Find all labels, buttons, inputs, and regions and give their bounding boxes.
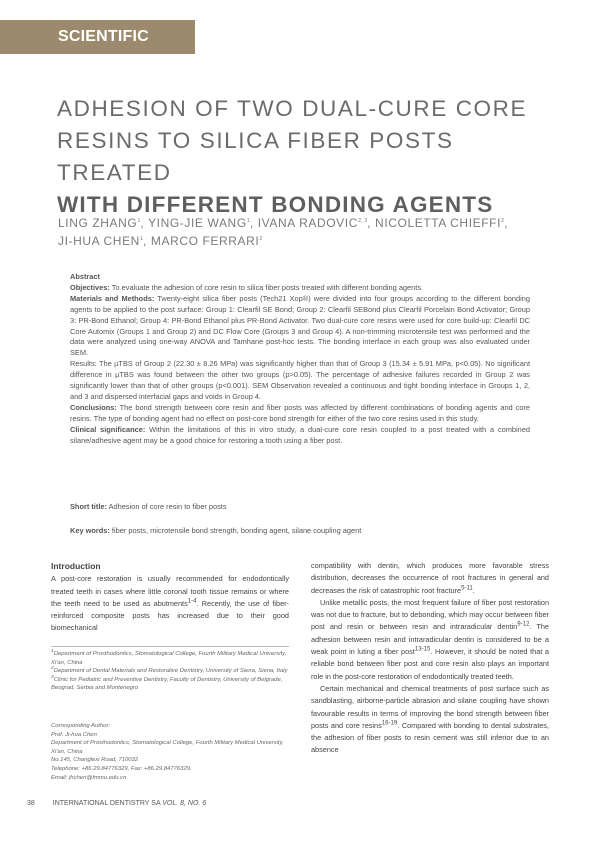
affiliation-item: $^2$Department of Dental Materials and Restorative Dentistry, University of Siena, Siena, Italy (51, 666, 288, 675)
intro-paragraph-1: A post-core restoration is usually recommended for endodontically treated teeth in cases where little coronal tooth tissue remains or where the teeth need to be used as abutments$^{1-4}$. Recently, the use of fiber-reinforced composite posts has increased due to their good biomechanical (51, 574, 289, 633)
page-footer (27, 800, 206, 807)
affiliation-item: $^1$Department of Prosthodontics, Stomatological College, Fourth Military Medical University, Xi'an, China (51, 649, 287, 666)
affiliation-item: $^3$Clinic for Pediatric and Preventive Dentistry, Faculty of Dentistry, University of Belgrade, Beograd, Serbia and Montenegro (51, 674, 283, 692)
author-name: JI-HUA CHEN (58, 234, 140, 248)
intro-paragraph-1-cont: compatibility with dentin, which produces more favorable stress distribution, decreases the occurrence of root fractures in general and decreases the risk of catastrophic root fracture$^{5-11}$. (311, 561, 549, 595)
page-number: 38 (27, 800, 35, 807)
author-affiliation-ref: 2 (259, 236, 263, 242)
author-name: MARCO FERRARI (150, 234, 260, 248)
author-affiliation-ref: 1 (246, 218, 250, 224)
footnote-divider (51, 646, 289, 647)
section-banner (0, 20, 195, 54)
title-line-2: RESINS TO SILICA FIBER POSTS TREATED (57, 128, 454, 185)
left-column (51, 560, 289, 635)
abstract-heading: Abstract (70, 272, 100, 281)
journal-name: INTERNATIONAL DENTISTRY SA (52, 800, 161, 807)
author-affiliation-ref: 1 (139, 236, 144, 242)
author-name: IVANA RADOVIC (257, 216, 358, 230)
citation-ref: 9-12 (517, 621, 530, 629)
abstract-conclusions: Conclusions: The bond strength between core resin and fiber posts was affected by different combinations of bonding agents and core resins. The type of bonding agent had no effect on post-core bond strength for either of the two core resins used in this study. (70, 402, 530, 423)
corresponding-email: Email: jhchen@fmmu.edu.cn (51, 774, 127, 781)
right-column (311, 560, 549, 757)
short-title: Short title: Adhesion of core resin to fiber posts (70, 502, 227, 511)
keywords: Key words: fiber posts, microtensile bond strength, bonding agent, silane coupling agent (70, 526, 362, 535)
article-title (57, 93, 557, 221)
intro-paragraph-3: Certain mechanical and chemical treatments of post surface such as sandblasting, airborne-particle abrasion and silane coupling have shown favourable results in terms of improving the bond strength between fiber posts and core resins$^{16-19}$. Compared with bonding to dental substrates, the adhesion of fiber posts to resin cement was still inferior due to an absence (311, 683, 549, 755)
author-affiliation-ref: 2 (501, 218, 505, 224)
journal-volume: VOL. 8, NO. 6 (162, 800, 207, 807)
author-list: LING ZHANG$^1$, YING-JIE WANG$^1$, IVANA RADOVIC$^{2, 3}$, NICOLETTA CHIEFFI$^2$, JI-HUA CHEN$^1$, MARCO FERRARI$^2$ (58, 216, 509, 248)
citation-ref: 13-15 (414, 645, 431, 653)
author-name: YING-JIE WANG (148, 216, 247, 230)
author-name: NICOLETTA CHIEFFI (375, 216, 502, 230)
intro-paragraph-2: Unlike metallic posts, the most frequent failure of fiber post restoration was not due to fracture, but to debonding, which may occur between fiber post and resin or between resin and intraradicular dentin$^{9-12}$. The adhesion between resin and intraradicular dentin is considered to be a weak point in luting a fiber post$^{13-15}$. However, it should be noted that a reliable bond between fiber post and core resin also plays an important role in the post-core restoration of endodontically treated teeth. (311, 597, 549, 681)
abstract-clinical-significance: Clinical significance: Within the limitations of this in vitro study, a dual-cure core resin coupled to a post treated with a combined silane/adhesive agent may be a good choice for restoring a tooth using a fiber post. (70, 424, 530, 445)
citation-ref: 1-4 (187, 597, 197, 605)
abstract-block (70, 272, 530, 447)
citation-ref: 16-19 (381, 719, 398, 727)
title-line-1: ADHESION OF TWO DUAL-CURE CORE (57, 96, 528, 121)
introduction-heading: Introduction (51, 561, 101, 571)
affiliations (51, 650, 289, 693)
citation-ref: 5-11 (461, 584, 473, 592)
corresponding-author: Corresponding Author: Prof. Ji-hua Chen Department of Prosthodontics, Stomatological College, Fourth Military Medical University, Xi'an, China No.145, Changlexi Road, 710032 Telephone: +86.29.84776329, Fax: +86.29.84776329, Email: jhchen@fmmu.edu.cn (51, 722, 289, 782)
abstract-objectives: Objectives: To evaluate the adhesion of core resin to silica fiber posts treated with different bonding agents. (70, 282, 424, 292)
abstract-methods: Materials and Methods: Twenty-eight silica fiber posts (Tech21 Xop®) were divided into four groups according to the different bonding agents to be applied to the post surface: Group 1: Clearfil SE Bond; Group 2: Clearfil SEBond plus Clearfil Porcelain Bond Activator; Group 3: PR-Bond Ethanol; Group 4: PR-Bond Ethanol plus PR-Bond Activator. Two dual-cure core resins were used for core build-up: Clearfil DC Core Automix (Groups 1 and Group 2) and DC Flow Core (Groups 3 and Group 4). A non-trimming microtensile test was performed and the data were analyzed using one-way ANOVA and Tamhane post-hoc tests. The bonding interface in each group was also evaluated under SEM. (70, 293, 530, 358)
section-label: SCIENTIFIC (58, 28, 149, 45)
author-affiliation-ref: 1 (137, 218, 141, 224)
author-name: LING ZHANG (58, 216, 138, 230)
author-affiliation-ref: 2, 3 (357, 218, 368, 224)
abstract-results: Results: The µTBS of Group 2 (22.30 ± 8.26 MPa) was significantly higher than that of Group 3 (15.34 ± 5.91 MPa, p<0.05). No significant difference in µTBS was found between the other two groups (p>0.05). The percentage of adhesive failures recorded in Group 2 was significantly lower than that of other groups (p<0.001). SEM Observation revealed a continuous and tight bonding interface in Groups 1, 2, and 3 and dispersed interfacial gaps and voids in Group 4. (70, 359, 530, 401)
title-line-3: WITH DIFFERENT BONDING AGENTS (57, 192, 494, 217)
